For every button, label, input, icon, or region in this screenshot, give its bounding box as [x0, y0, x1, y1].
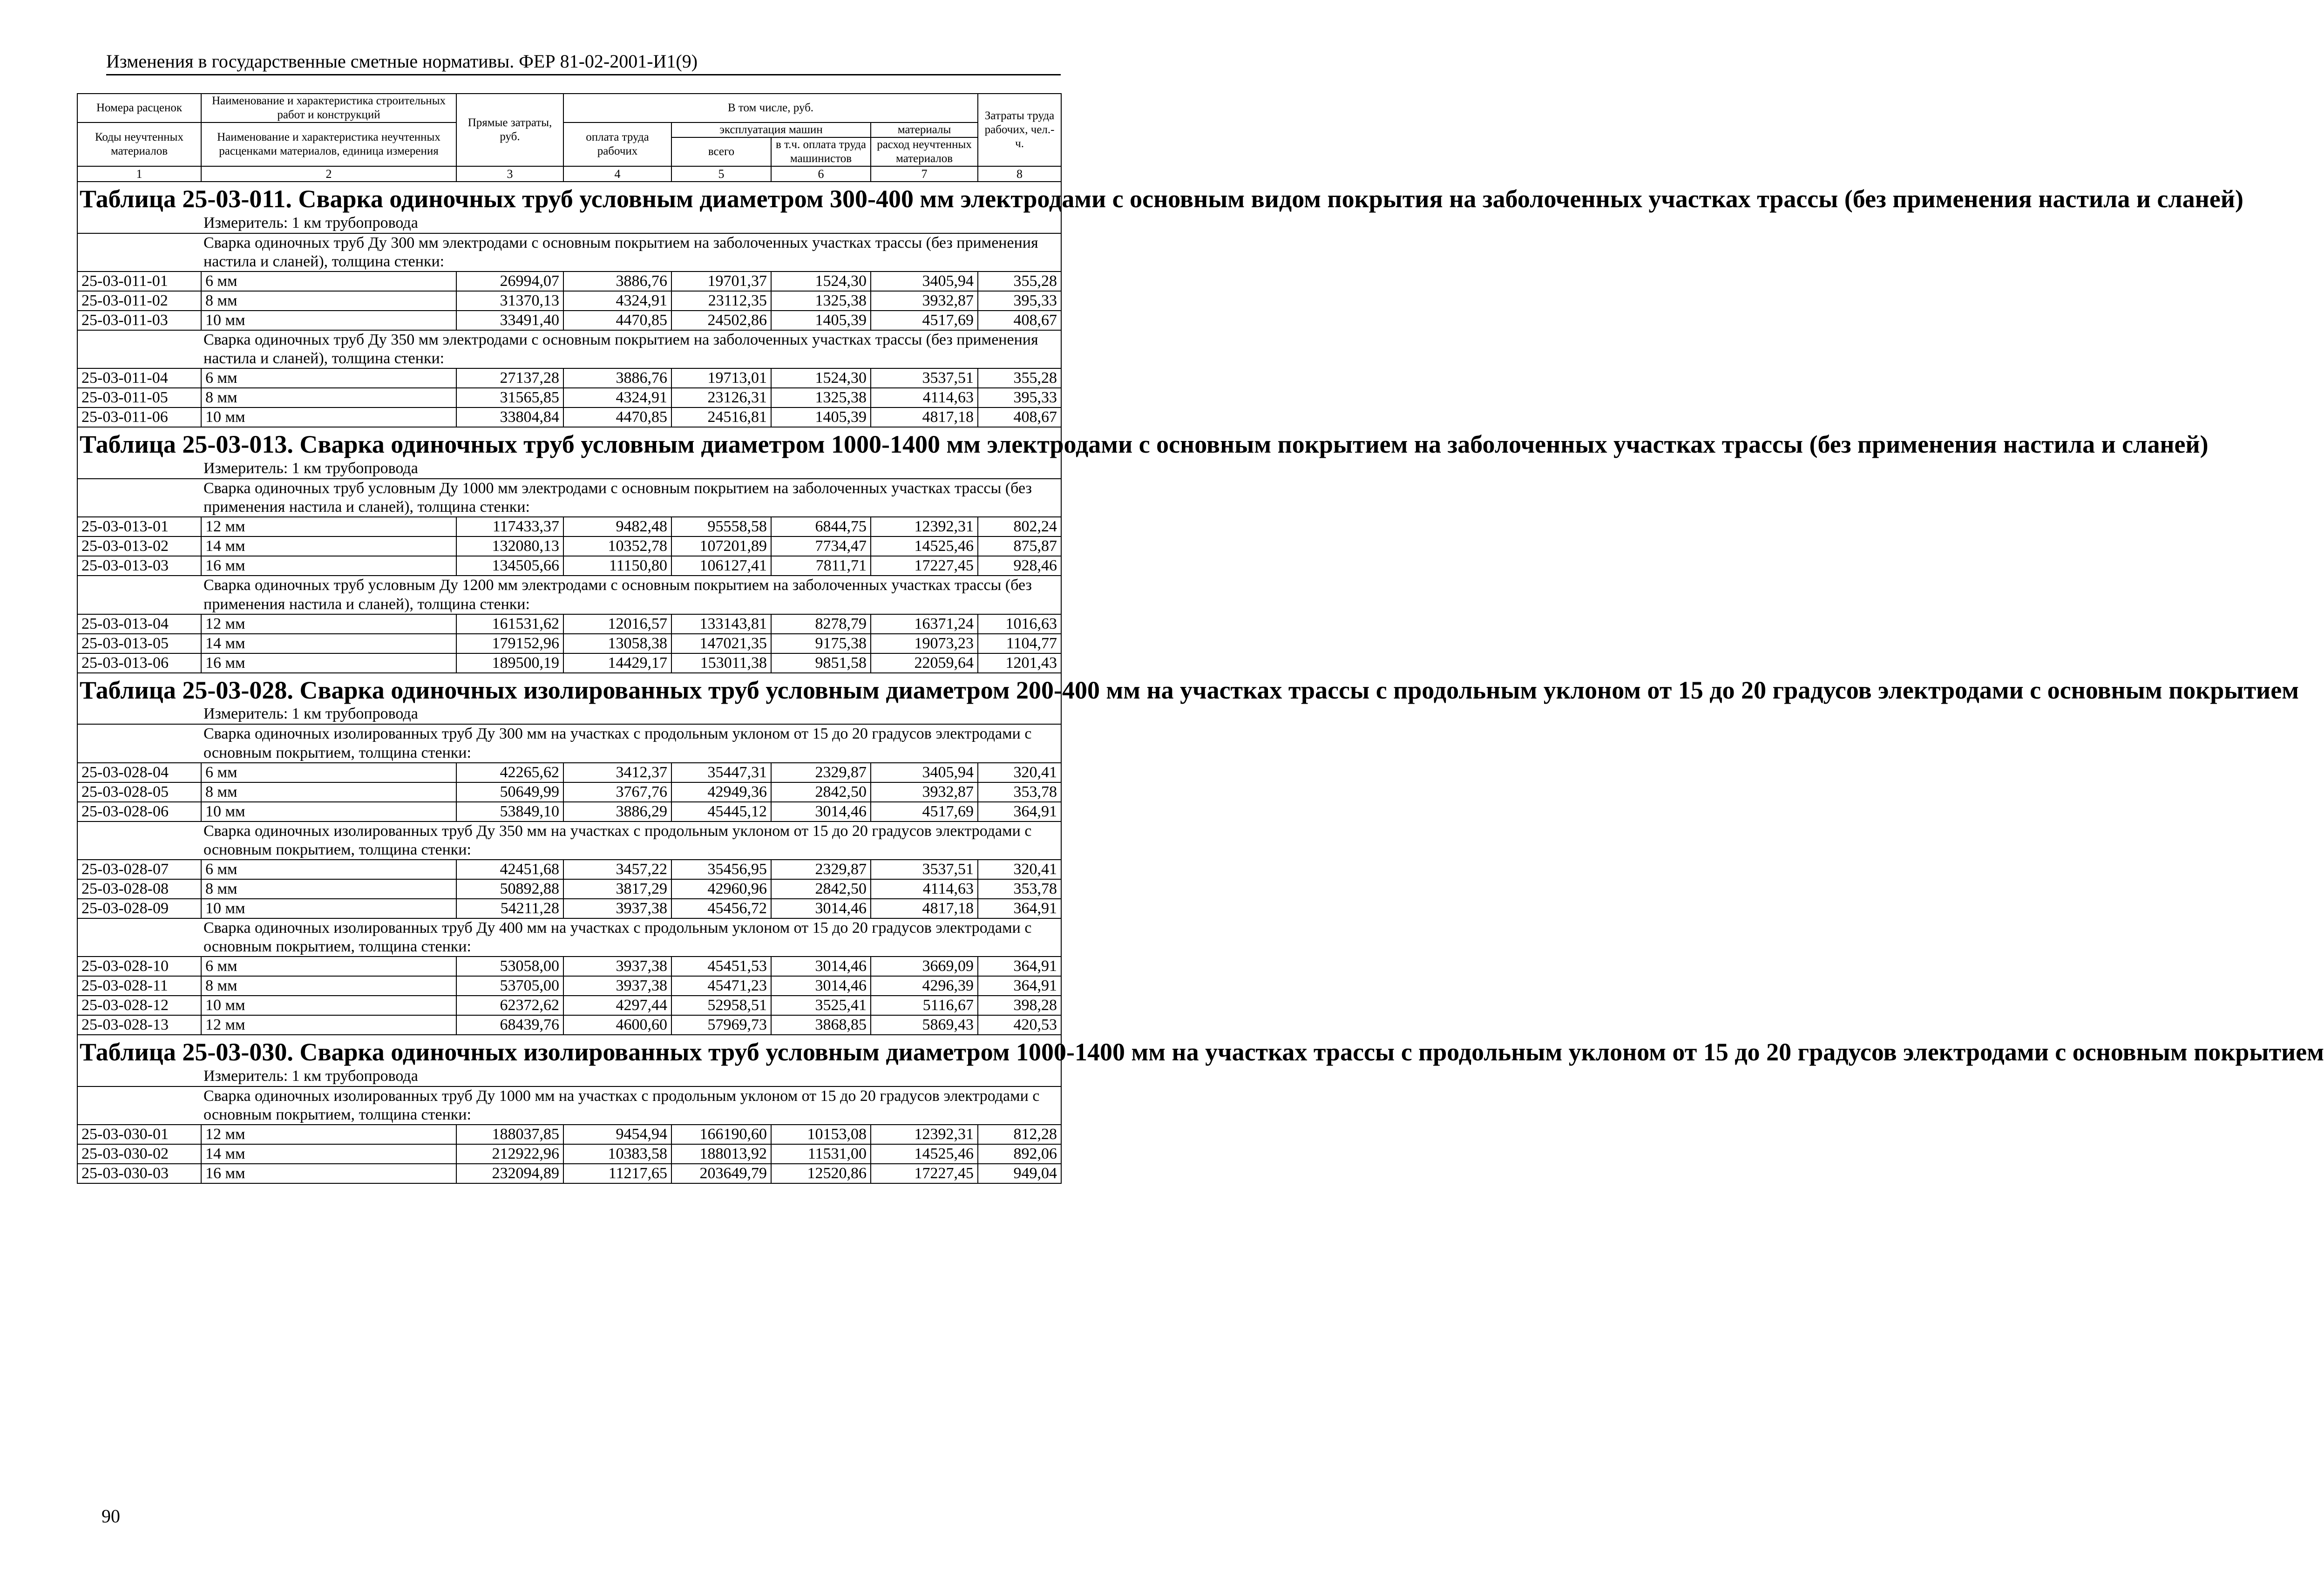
- wall-thickness-cell: 14 мм: [201, 536, 456, 556]
- table-row: [77, 407, 1061, 427]
- wall-thickness-cell: 12 мм: [201, 1015, 456, 1035]
- wall-thickness-cell: 12 мм: [201, 517, 456, 536]
- wall-thickness-cell: 8 мм: [201, 388, 456, 407]
- direct-costs-cell: 212922,96: [456, 1144, 563, 1164]
- labor-hours-cell: 320,41: [978, 763, 1061, 782]
- operator-pay-cell: 3014,46: [771, 957, 871, 976]
- table-title: Таблица 25-03-030. Сварка одиночных изолированных труб условным диаметром 1000-1400 мм на участках трассы с продольным уклоном от 15 до 20 градусов электродами с основным покрытием: [80, 1038, 2324, 1066]
- materials-cell: 4517,69: [871, 802, 978, 821]
- direct-costs-cell: 188037,85: [456, 1125, 563, 1144]
- direct-costs-cell: 33804,84: [456, 407, 563, 427]
- operator-pay-cell: 6844,75: [771, 517, 871, 536]
- operator-pay-cell: 1325,38: [771, 388, 871, 407]
- rate-code-cell: 25-03-028-10: [77, 957, 201, 976]
- labor-hours-cell: 355,28: [978, 271, 1061, 291]
- operator-pay-cell: 3525,41: [771, 996, 871, 1015]
- group-note-row: [77, 479, 1061, 517]
- table-title: Таблица 25-03-028. Сварка одиночных изолированных труб условным диаметром 200-400 мм на участках трассы с продольным уклоном от 15 до 20 градусов электродами с основным покрытием: [80, 676, 2299, 704]
- wall-thickness-cell: 14 мм: [201, 634, 456, 653]
- col-number: 4: [563, 166, 671, 182]
- operator-pay-cell: 2842,50: [771, 782, 871, 802]
- worker-pay-cell: 4324,91: [563, 388, 671, 407]
- wall-thickness-cell: 10 мм: [201, 899, 456, 918]
- group-note: Сварка одиночных труб условным Ду 1200 мм электродами с основным покрытием на заболоченных участках трассы (без применения настила и сланей), толщина стенки:: [77, 576, 1061, 614]
- wall-thickness-cell: 14 мм: [201, 1144, 456, 1164]
- worker-pay-cell: 4324,91: [563, 291, 671, 311]
- machines-total-cell: 35447,31: [671, 763, 771, 782]
- wall-thickness-cell: 6 мм: [201, 368, 456, 388]
- col-group-materials: материалы: [871, 122, 978, 137]
- operator-pay-cell: 9851,58: [771, 653, 871, 673]
- worker-pay-cell: 3767,76: [563, 782, 671, 802]
- rate-code-cell: 25-03-013-06: [77, 653, 201, 673]
- worker-pay-cell: 4297,44: [563, 996, 671, 1015]
- direct-costs-cell: 189500,19: [456, 653, 563, 673]
- group-note: Сварка одиночных труб Ду 350 мм электродами с основным покрытием на заболоченных участках трассы (без применения настила и сланей), толщина стенки:: [77, 330, 1061, 368]
- wall-thickness-cell: 6 мм: [201, 860, 456, 879]
- materials-cell: 4517,69: [871, 311, 978, 330]
- machines-total-cell: 147021,35: [671, 634, 771, 653]
- worker-pay-cell: 10352,78: [563, 536, 671, 556]
- table-row: [77, 271, 1061, 291]
- group-note: Сварка одиночных изолированных труб Ду 300 мм на участках с продольным уклоном от 15 до 20 градусов электродами с основным покрытием, толщина стенки:: [77, 724, 1061, 762]
- wall-thickness-cell: 16 мм: [201, 556, 456, 576]
- worker-pay-cell: 12016,57: [563, 614, 671, 634]
- materials-cell: 12392,31: [871, 1125, 978, 1144]
- materials-cell: 3537,51: [871, 860, 978, 879]
- worker-pay-cell: 3457,22: [563, 860, 671, 879]
- labor-hours-cell: 949,04: [978, 1164, 1061, 1183]
- worker-pay-cell: 9482,48: [563, 517, 671, 536]
- direct-costs-cell: 31370,13: [456, 291, 563, 311]
- worker-pay-cell: 10383,58: [563, 1144, 671, 1164]
- rate-code-cell: 25-03-011-06: [77, 407, 201, 427]
- rates-table-container: [77, 93, 2324, 1184]
- table-row: [77, 291, 1061, 311]
- direct-costs-cell: 117433,37: [456, 517, 563, 536]
- labor-hours-cell: 1104,77: [978, 634, 1061, 653]
- measure-unit: Измеритель: 1 км трубопровода: [203, 1067, 418, 1085]
- rate-code-cell: 25-03-030-02: [77, 1144, 201, 1164]
- rate-code-cell: 25-03-013-02: [77, 536, 201, 556]
- labor-hours-cell: 398,28: [978, 996, 1061, 1015]
- worker-pay-cell: 4470,85: [563, 407, 671, 427]
- table-header: [77, 94, 1061, 182]
- operator-pay-cell: 2329,87: [771, 860, 871, 879]
- rate-code-cell: 25-03-028-05: [77, 782, 201, 802]
- labor-hours-cell: 364,91: [978, 802, 1061, 821]
- group-note-row: [77, 233, 1061, 271]
- operator-pay-cell: 1405,39: [771, 311, 871, 330]
- machines-total-cell: 42949,36: [671, 782, 771, 802]
- rate-code-cell: 25-03-013-03: [77, 556, 201, 576]
- machines-total-cell: 19713,01: [671, 368, 771, 388]
- rate-code-cell: 25-03-030-01: [77, 1125, 201, 1144]
- rate-code-cell: 25-03-013-04: [77, 614, 201, 634]
- measure-unit: Измеритель: 1 км трубопровода: [203, 705, 418, 723]
- table-row: [77, 782, 1061, 802]
- machines-total-cell: 24502,86: [671, 311, 771, 330]
- direct-costs-cell: 134505,66: [456, 556, 563, 576]
- direct-costs-cell: 33491,40: [456, 311, 563, 330]
- machines-total-cell: 133143,81: [671, 614, 771, 634]
- group-note: Сварка одиночных труб Ду 300 мм электродами с основным покрытием на заболоченных участках трассы (без применения настила и сланей), толщина стенки:: [77, 233, 1061, 271]
- machines-total-cell: 106127,41: [671, 556, 771, 576]
- wall-thickness-cell: 8 мм: [201, 782, 456, 802]
- materials-cell: 3932,87: [871, 291, 978, 311]
- table-row: [77, 556, 1061, 576]
- table-section-header: [77, 1035, 1061, 1086]
- labor-hours-cell: 395,33: [978, 291, 1061, 311]
- operator-pay-cell: 1405,39: [771, 407, 871, 427]
- materials-cell: 14525,46: [871, 536, 978, 556]
- table-row: [77, 899, 1061, 918]
- materials-cell: 4817,18: [871, 407, 978, 427]
- labor-hours-cell: 802,24: [978, 517, 1061, 536]
- direct-costs-cell: 42451,68: [456, 860, 563, 879]
- wall-thickness-cell: 10 мм: [201, 802, 456, 821]
- table-body: [77, 182, 2324, 1183]
- machines-total-cell: 23112,35: [671, 291, 771, 311]
- rate-code-cell: 25-03-011-01: [77, 271, 201, 291]
- group-note-row: [77, 330, 1061, 368]
- machines-total-cell: 188013,92: [671, 1144, 771, 1164]
- page-header: Изменения в государственные сметные нормативы. ФЕР 81-02-2001-И1(9): [106, 50, 1061, 75]
- table-section-header: [77, 673, 1061, 725]
- col-number: 7: [871, 166, 978, 182]
- col-number: 1: [77, 166, 201, 182]
- table-row: [77, 1015, 1061, 1035]
- worker-pay-cell: 3937,38: [563, 976, 671, 996]
- materials-cell: 4114,63: [871, 879, 978, 899]
- direct-costs-cell: 42265,62: [456, 763, 563, 782]
- machines-total-cell: 203649,79: [671, 1164, 771, 1183]
- group-note-row: [77, 576, 1061, 614]
- materials-cell: 5116,67: [871, 996, 978, 1015]
- materials-cell: 17227,45: [871, 1164, 978, 1183]
- wall-thickness-cell: 12 мм: [201, 614, 456, 634]
- col-material-name: Наименование и характеристика неучтенных расценками материалов, единица измерения: [201, 122, 456, 166]
- col-material-codes: Коды неучтенных материалов: [77, 122, 201, 166]
- table-section-header: [77, 427, 1061, 479]
- direct-costs-cell: 31565,85: [456, 388, 563, 407]
- rate-code-cell: 25-03-011-05: [77, 388, 201, 407]
- materials-cell: 19073,23: [871, 634, 978, 653]
- labor-hours-cell: 892,06: [978, 1144, 1061, 1164]
- group-note: Сварка одиночных труб условным Ду 1000 мм электродами с основным покрытием на заболоченных участках трассы (без применения настила и сланей), толщина стенки:: [77, 479, 1061, 517]
- group-note: Сварка одиночных изолированных труб Ду 350 мм на участках с продольным уклоном от 15 до 20 градусов электродами с основным покрытием, толщина стенки:: [77, 821, 1061, 860]
- page-number: 90: [102, 1506, 120, 1527]
- worker-pay-cell: 13058,38: [563, 634, 671, 653]
- rates-table: [77, 93, 2324, 1184]
- rate-code-cell: 25-03-028-13: [77, 1015, 201, 1035]
- table-row: [77, 860, 1061, 879]
- wall-thickness-cell: 8 мм: [201, 291, 456, 311]
- col-direct-costs: Прямые затраты, руб.: [456, 94, 563, 166]
- rate-code-cell: 25-03-011-04: [77, 368, 201, 388]
- materials-cell: 16371,24: [871, 614, 978, 634]
- machines-total-cell: 45445,12: [671, 802, 771, 821]
- labor-hours-cell: 355,28: [978, 368, 1061, 388]
- operator-pay-cell: 1325,38: [771, 291, 871, 311]
- group-note-row: [77, 821, 1061, 860]
- operator-pay-cell: 1524,30: [771, 368, 871, 388]
- labor-hours-cell: 408,67: [978, 407, 1061, 427]
- group-note-row: [77, 724, 1061, 762]
- labor-hours-cell: 353,78: [978, 782, 1061, 802]
- direct-costs-cell: 26994,07: [456, 271, 563, 291]
- table-row: [77, 368, 1061, 388]
- wall-thickness-cell: 16 мм: [201, 653, 456, 673]
- rate-code-cell: 25-03-011-03: [77, 311, 201, 330]
- wall-thickness-cell: 10 мм: [201, 996, 456, 1015]
- materials-cell: 3405,94: [871, 763, 978, 782]
- materials-cell: 3932,87: [871, 782, 978, 802]
- col-number: 2: [201, 166, 456, 182]
- table-row: [77, 879, 1061, 899]
- operator-pay-cell: 10153,08: [771, 1125, 871, 1144]
- col-number: 5: [671, 166, 771, 182]
- col-rate-number: Номера расценок: [77, 94, 201, 122]
- measure-unit: Измеритель: 1 км трубопровода: [203, 214, 418, 231]
- machines-total-cell: 57969,73: [671, 1015, 771, 1035]
- labor-hours-cell: 408,67: [978, 311, 1061, 330]
- machines-total-cell: 42960,96: [671, 879, 771, 899]
- direct-costs-cell: 179152,96: [456, 634, 563, 653]
- worker-pay-cell: 3412,37: [563, 763, 671, 782]
- operator-pay-cell: 3014,46: [771, 802, 871, 821]
- group-note-row: [77, 918, 1061, 957]
- machines-total-cell: 24516,81: [671, 407, 771, 427]
- worker-pay-cell: 3937,38: [563, 899, 671, 918]
- operator-pay-cell: 3868,85: [771, 1015, 871, 1035]
- materials-cell: 4817,18: [871, 899, 978, 918]
- labor-hours-cell: 1016,63: [978, 614, 1061, 634]
- materials-cell: 17227,45: [871, 556, 978, 576]
- machines-total-cell: 52958,51: [671, 996, 771, 1015]
- direct-costs-cell: 53849,10: [456, 802, 563, 821]
- direct-costs-cell: 68439,76: [456, 1015, 563, 1035]
- direct-costs-cell: 50649,99: [456, 782, 563, 802]
- operator-pay-cell: 2842,50: [771, 879, 871, 899]
- operator-pay-cell: 3014,46: [771, 976, 871, 996]
- materials-cell: 4114,63: [871, 388, 978, 407]
- labor-hours-cell: 420,53: [978, 1015, 1061, 1035]
- col-material-consumption: расход неучтенных материалов: [871, 137, 978, 166]
- measure-unit: Измеритель: 1 км трубопровода: [203, 460, 418, 477]
- direct-costs-cell: 53058,00: [456, 957, 563, 976]
- labor-hours-cell: 395,33: [978, 388, 1061, 407]
- direct-costs-cell: 53705,00: [456, 976, 563, 996]
- rate-code-cell: 25-03-028-09: [77, 899, 201, 918]
- table-row: [77, 653, 1061, 673]
- worker-pay-cell: 4600,60: [563, 1015, 671, 1035]
- direct-costs-cell: 62372,62: [456, 996, 563, 1015]
- col-number: 6: [771, 166, 871, 182]
- worker-pay-cell: 3817,29: [563, 879, 671, 899]
- direct-costs-cell: 50892,88: [456, 879, 563, 899]
- table-row: [77, 614, 1061, 634]
- machines-total-cell: 45456,72: [671, 899, 771, 918]
- wall-thickness-cell: 6 мм: [201, 763, 456, 782]
- labor-hours-cell: 812,28: [978, 1125, 1061, 1144]
- labor-hours-cell: 364,91: [978, 899, 1061, 918]
- machines-total-cell: 166190,60: [671, 1125, 771, 1144]
- materials-cell: 22059,64: [871, 653, 978, 673]
- labor-hours-cell: 320,41: [978, 860, 1061, 879]
- worker-pay-cell: 14429,17: [563, 653, 671, 673]
- materials-cell: 12392,31: [871, 517, 978, 536]
- labor-hours-cell: 364,91: [978, 976, 1061, 996]
- operator-pay-cell: 12520,86: [771, 1164, 871, 1183]
- operator-pay-cell: 1524,30: [771, 271, 871, 291]
- rate-code-cell: 25-03-028-06: [77, 802, 201, 821]
- labor-hours-cell: 353,78: [978, 879, 1061, 899]
- direct-costs-cell: 161531,62: [456, 614, 563, 634]
- wall-thickness-cell: 8 мм: [201, 976, 456, 996]
- table-section-header: [77, 182, 1061, 233]
- rate-code-cell: 25-03-030-03: [77, 1164, 201, 1183]
- worker-pay-cell: 3886,29: [563, 802, 671, 821]
- table-row: [77, 388, 1061, 407]
- worker-pay-cell: 3886,76: [563, 271, 671, 291]
- table-row: [77, 311, 1061, 330]
- materials-cell: 3537,51: [871, 368, 978, 388]
- labor-hours-cell: 928,46: [978, 556, 1061, 576]
- table-title: Таблица 25-03-011. Сварка одиночных труб условным диаметром 300-400 мм электродами с основным видом покрытия на заболоченных участках трассы (без применения настила и сланей): [80, 185, 2243, 213]
- table-row: [77, 536, 1061, 556]
- wall-thickness-cell: 6 мм: [201, 957, 456, 976]
- col-worker-pay: оплата труда рабочих: [563, 122, 671, 166]
- labor-hours-cell: 875,87: [978, 536, 1061, 556]
- col-number: 8: [978, 166, 1061, 182]
- machines-total-cell: 19701,37: [671, 271, 771, 291]
- worker-pay-cell: 3886,76: [563, 368, 671, 388]
- machines-total-cell: 45451,53: [671, 957, 771, 976]
- wall-thickness-cell: 8 мм: [201, 879, 456, 899]
- machines-total-cell: 107201,89: [671, 536, 771, 556]
- operator-pay-cell: 7811,71: [771, 556, 871, 576]
- rate-code-cell: 25-03-028-11: [77, 976, 201, 996]
- table-row: [77, 634, 1061, 653]
- rate-code-cell: 25-03-028-08: [77, 879, 201, 899]
- machines-total-cell: 45471,23: [671, 976, 771, 996]
- table-row: [77, 1164, 1061, 1183]
- table-row: [77, 763, 1061, 782]
- wall-thickness-cell: 16 мм: [201, 1164, 456, 1183]
- labor-hours-cell: 1201,43: [978, 653, 1061, 673]
- table-row: [77, 802, 1061, 821]
- materials-cell: 4296,39: [871, 976, 978, 996]
- group-note: Сварка одиночных изолированных труб Ду 1000 мм на участках с продольным уклоном от 15 до 20 градусов электродами с основным покрытием, толщина стенки:: [77, 1086, 1061, 1125]
- materials-cell: 3669,09: [871, 957, 978, 976]
- direct-costs-cell: 27137,28: [456, 368, 563, 388]
- col-group-including: В том числе, руб.: [563, 94, 978, 122]
- worker-pay-cell: 4470,85: [563, 311, 671, 330]
- col-number: 3: [456, 166, 563, 182]
- operator-pay-cell: 7734,47: [771, 536, 871, 556]
- labor-hours-cell: 364,91: [978, 957, 1061, 976]
- table-row: [77, 1144, 1061, 1164]
- machines-total-cell: 35456,95: [671, 860, 771, 879]
- materials-cell: 14525,46: [871, 1144, 978, 1164]
- table-row: [77, 517, 1061, 536]
- direct-costs-cell: 132080,13: [456, 536, 563, 556]
- worker-pay-cell: 11150,80: [563, 556, 671, 576]
- worker-pay-cell: 9454,94: [563, 1125, 671, 1144]
- worker-pay-cell: 3937,38: [563, 957, 671, 976]
- rate-code-cell: 25-03-028-12: [77, 996, 201, 1015]
- rate-code-cell: 25-03-013-05: [77, 634, 201, 653]
- table-title: Таблица 25-03-013. Сварка одиночных труб условным диаметром 1000-1400 мм электродами с основным покрытием на заболоченных участках трассы (без применения настила и сланей): [80, 430, 2209, 459]
- operator-pay-cell: 11531,00: [771, 1144, 871, 1164]
- wall-thickness-cell: 10 мм: [201, 311, 456, 330]
- wall-thickness-cell: 6 мм: [201, 271, 456, 291]
- group-note-row: [77, 1086, 1061, 1125]
- col-group-machines: эксплуатация машин: [671, 122, 871, 137]
- table-row: [77, 1125, 1061, 1144]
- direct-costs-cell: 232094,89: [456, 1164, 563, 1183]
- operator-pay-cell: 8278,79: [771, 614, 871, 634]
- rate-code-cell: 25-03-013-01: [77, 517, 201, 536]
- col-machines-total: всего: [671, 137, 771, 166]
- col-labor-costs: Затраты труда рабочих, чел.-ч.: [978, 94, 1061, 166]
- col-operator-pay: в т.ч. оплата труда машинистов: [771, 137, 871, 166]
- operator-pay-cell: 9175,38: [771, 634, 871, 653]
- table-row: [77, 976, 1061, 996]
- group-note: Сварка одиночных изолированных труб Ду 400 мм на участках с продольным уклоном от 15 до 20 градусов электродами с основным покрытием, толщина стенки:: [77, 918, 1061, 957]
- col-work-name: Наименование и характеристика строительных работ и конструкций: [201, 94, 456, 122]
- rate-code-cell: 25-03-028-07: [77, 860, 201, 879]
- operator-pay-cell: 2329,87: [771, 763, 871, 782]
- rate-code-cell: 25-03-011-02: [77, 291, 201, 311]
- wall-thickness-cell: 12 мм: [201, 1125, 456, 1144]
- machines-total-cell: 153011,38: [671, 653, 771, 673]
- rate-code-cell: 25-03-028-04: [77, 763, 201, 782]
- materials-cell: 5869,43: [871, 1015, 978, 1035]
- table-row: [77, 957, 1061, 976]
- machines-total-cell: 95558,58: [671, 517, 771, 536]
- operator-pay-cell: 3014,46: [771, 899, 871, 918]
- table-row: [77, 996, 1061, 1015]
- worker-pay-cell: 11217,65: [563, 1164, 671, 1183]
- direct-costs-cell: 54211,28: [456, 899, 563, 918]
- machines-total-cell: 23126,31: [671, 388, 771, 407]
- wall-thickness-cell: 10 мм: [201, 407, 456, 427]
- materials-cell: 3405,94: [871, 271, 978, 291]
